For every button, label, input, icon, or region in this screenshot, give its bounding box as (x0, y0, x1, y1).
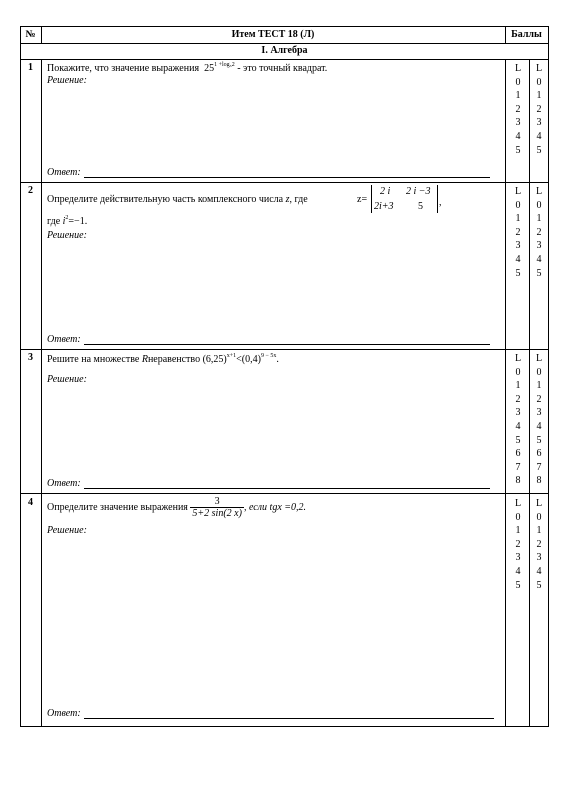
score-value: 0 (515, 199, 521, 211)
score-value: 3 (515, 407, 521, 419)
table-border-top (20, 26, 549, 27)
score-value: 5 (515, 267, 521, 279)
score-value: 2 (515, 103, 521, 115)
score-value: 2 (515, 226, 521, 238)
solution-label: Решение: (47, 75, 87, 86)
score-value: 7 (536, 461, 542, 473)
section-title: I. Алгебра (261, 45, 308, 56)
score-value: 1 (515, 213, 521, 225)
score-value: 5 (536, 434, 542, 446)
answer-field[interactable] (84, 344, 490, 345)
score-value: 4 (515, 253, 521, 265)
score-value: 3 (536, 117, 542, 129)
score-value: L (514, 498, 522, 509)
score-value: 0 (515, 511, 521, 523)
question-number: 3 (28, 352, 33, 363)
question-text: Определите действительную часть комплексного числа z, где (47, 194, 308, 205)
score-value: L (535, 498, 543, 509)
score-value: 5 (536, 579, 542, 591)
determinant-bar-left (371, 185, 372, 213)
answer-field[interactable] (84, 488, 490, 489)
score-value: 3 (515, 240, 521, 252)
score-value: L (535, 63, 543, 74)
answer-field[interactable] (84, 718, 494, 719)
score-column (511, 497, 525, 592)
matrix-cell: 2 i (380, 186, 391, 197)
header-points: Баллы (511, 29, 542, 40)
table-col-divider-3 (529, 59, 530, 726)
question-text: Решите на множестве Rнеравенство $(6,25)^{x+1}<(0,4)^{9 - 5x}$. (47, 353, 279, 365)
score-value: 0 (536, 76, 542, 88)
determinant-bar-right (437, 185, 438, 213)
score-value: 1 (515, 380, 521, 392)
score-value: 4 (515, 130, 521, 142)
score-value: 1 (536, 213, 542, 225)
question-text-line2: где $i^2=-1$. (47, 215, 88, 227)
score-value: 2 (536, 538, 542, 550)
score-column (532, 352, 546, 488)
solution-label: Решение: (47, 525, 87, 536)
question-number: 1 (28, 62, 33, 73)
table-row-divider (20, 493, 549, 494)
table-row-divider (20, 43, 549, 44)
score-column (532, 62, 546, 157)
score-value: 4 (515, 420, 521, 432)
score-value: L (514, 186, 522, 197)
table-col-divider-1 (41, 59, 42, 726)
score-value: L (514, 353, 522, 364)
solution-label: Решение: (47, 230, 87, 241)
answer-label: Ответ: (47, 478, 81, 489)
score-value: 3 (515, 117, 521, 129)
score-value: 5 (515, 144, 521, 156)
score-value: 6 (515, 448, 521, 460)
score-value: 4 (536, 565, 542, 577)
score-value: L (535, 186, 543, 197)
score-value: 1 (536, 90, 542, 102)
score-column (511, 352, 525, 488)
question-text: Определите значение выражения $\frac{3}{5+2 \sin(2 x)}$ , если tgx =0,2. (47, 496, 307, 519)
table-border-left (20, 26, 21, 726)
score-value: 0 (515, 76, 521, 88)
table-border-right (548, 26, 549, 726)
score-column (511, 185, 525, 280)
score-column (532, 185, 546, 280)
score-column (532, 497, 546, 592)
question-text: Покажите, что значение выражения $25^{1 +log_52}$ - это точный квадрат. (47, 62, 328, 74)
table-row-divider (20, 59, 549, 60)
answer-label: Ответ: (47, 708, 81, 719)
score-value: 1 (515, 525, 521, 537)
matrix-comma: , (439, 197, 442, 208)
score-value: 6 (536, 448, 542, 460)
score-column (511, 62, 525, 157)
score-value: 8 (536, 475, 542, 487)
score-value: 2 (536, 226, 542, 238)
score-value: 2 (515, 538, 521, 550)
score-value: 3 (536, 552, 542, 564)
matrix-cell: 2 i −3 (406, 186, 431, 197)
score-value: 2 (536, 393, 542, 405)
score-value: 2 (536, 103, 542, 115)
score-value: 1 (536, 380, 542, 392)
score-value: 2 (515, 393, 521, 405)
score-value: 0 (536, 366, 542, 378)
score-value: 3 (515, 552, 521, 564)
score-value: 5 (536, 267, 542, 279)
table-row-divider (20, 349, 549, 350)
score-value: 4 (536, 130, 542, 142)
table-row-divider (20, 182, 549, 183)
question-number: 2 (28, 185, 33, 196)
answer-label: Ответ: (47, 167, 81, 178)
score-value: 5 (536, 144, 542, 156)
score-value: 0 (515, 366, 521, 378)
expression-fraction: $\frac{3}{5+2 \sin(2 x)}$ (192, 496, 242, 519)
score-value: 3 (536, 240, 542, 252)
score-value: 8 (515, 475, 521, 487)
score-value: 1 (536, 525, 542, 537)
score-value: L (535, 353, 543, 364)
score-value: 5 (515, 434, 521, 446)
matrix-lhs: z= (357, 194, 368, 205)
header-number: № (25, 29, 36, 40)
matrix-cell: 2i+3 (374, 201, 394, 212)
table-border-bottom (20, 726, 549, 727)
score-value: L (514, 63, 522, 74)
score-value: 5 (515, 579, 521, 591)
score-value: 4 (515, 565, 521, 577)
matrix-cell: 5 (418, 201, 423, 212)
question-number: 4 (28, 497, 33, 508)
header-item: Итем ТЕСТ 18 (Л) (231, 29, 315, 40)
table-col-divider-2 (505, 59, 506, 726)
score-value: 1 (515, 90, 521, 102)
answer-label: Ответ: (47, 334, 81, 345)
score-value: 3 (536, 407, 542, 419)
solution-label: Решение: (47, 374, 87, 385)
score-value: 0 (536, 199, 542, 211)
score-value: 7 (515, 461, 521, 473)
answer-field[interactable] (84, 177, 490, 178)
score-value: 4 (536, 420, 542, 432)
score-value: 0 (536, 511, 542, 523)
score-value: 4 (536, 253, 542, 265)
